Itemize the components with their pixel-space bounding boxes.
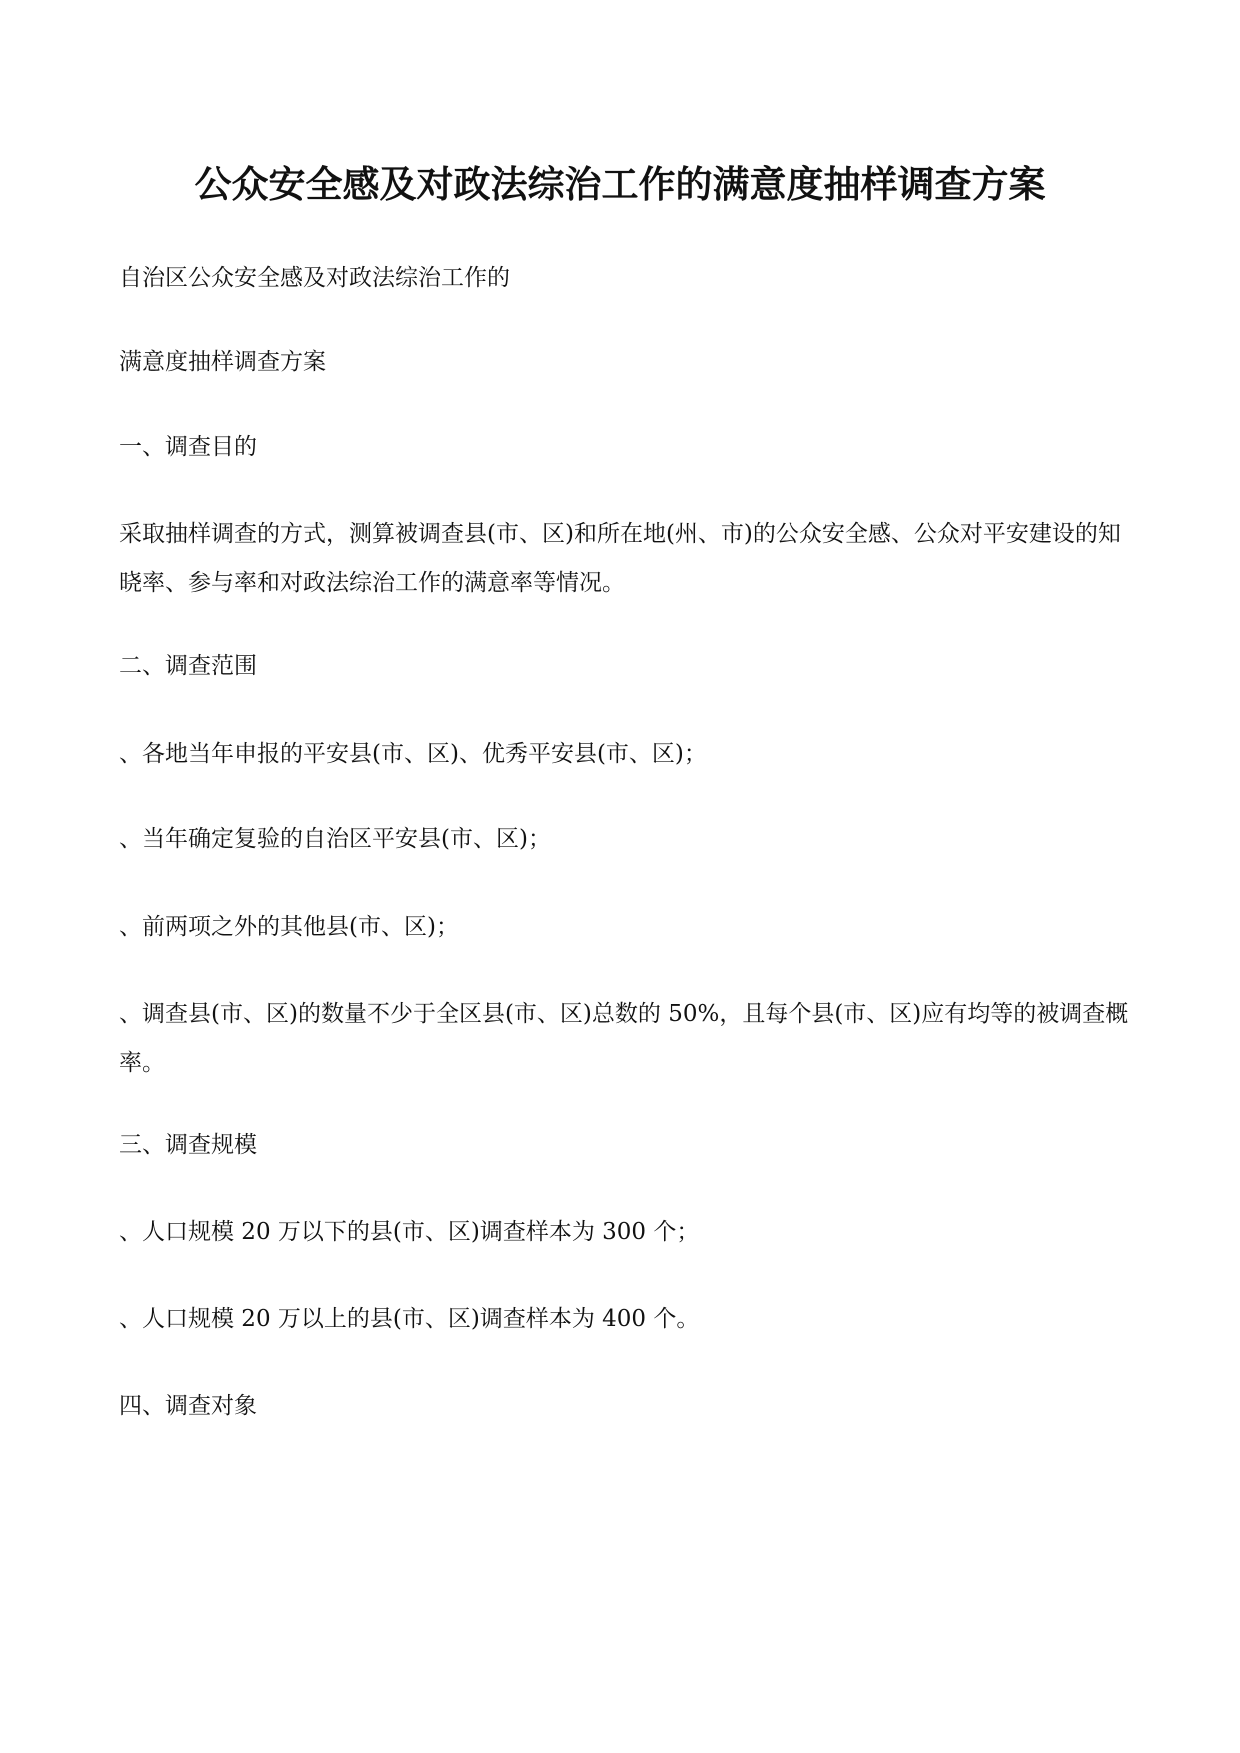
- list-item-scale-2: 、人口规模 20 万以上的县(市、区)调查样本为 400 个。: [119, 1306, 700, 1332]
- paragraph-purpose: 采取抽样调查的方式，测算被调查县(市、区)和所在地(州、市)的公众安全感、公众对平安建设的知晓率、参与率和对政法综治工作的满意率等情况。: [119, 521, 1121, 596]
- list-item-scope-2: 、当年确定复验的自治区平安县(市、区)；: [119, 826, 551, 852]
- section-heading-scope: 二、调查范围: [119, 653, 257, 679]
- list-item-scope-3: 、前两项之外的其他县(市、区)；: [119, 914, 459, 940]
- document-title: 公众安全感及对政法综治工作的满意度抽样调查方案: [194, 162, 1046, 206]
- list-item-scale-1: 、人口规模 20 万以下的县(市、区)调查样本为 300 个；: [119, 1219, 700, 1245]
- paragraph-subtitle-line-2: 满意度抽样调查方案: [119, 349, 326, 375]
- list-item-scope-1: 、各地当年申报的平安县(市、区)、优秀平安县(市、区)；: [119, 741, 707, 767]
- section-heading-scale: 三、调查规模: [119, 1132, 257, 1158]
- section-heading-purpose: 一、调查目的: [119, 434, 257, 460]
- section-heading-subjects: 四、调查对象: [119, 1393, 257, 1419]
- paragraph-subtitle-line-1: 自治区公众安全感及对政法综治工作的: [119, 265, 510, 291]
- list-item-scope-4: 、调查县(市、区)的数量不少于全区县(市、区)总数的 50%，且每个县(市、区)应有均等的被调查概率。: [119, 1001, 1129, 1076]
